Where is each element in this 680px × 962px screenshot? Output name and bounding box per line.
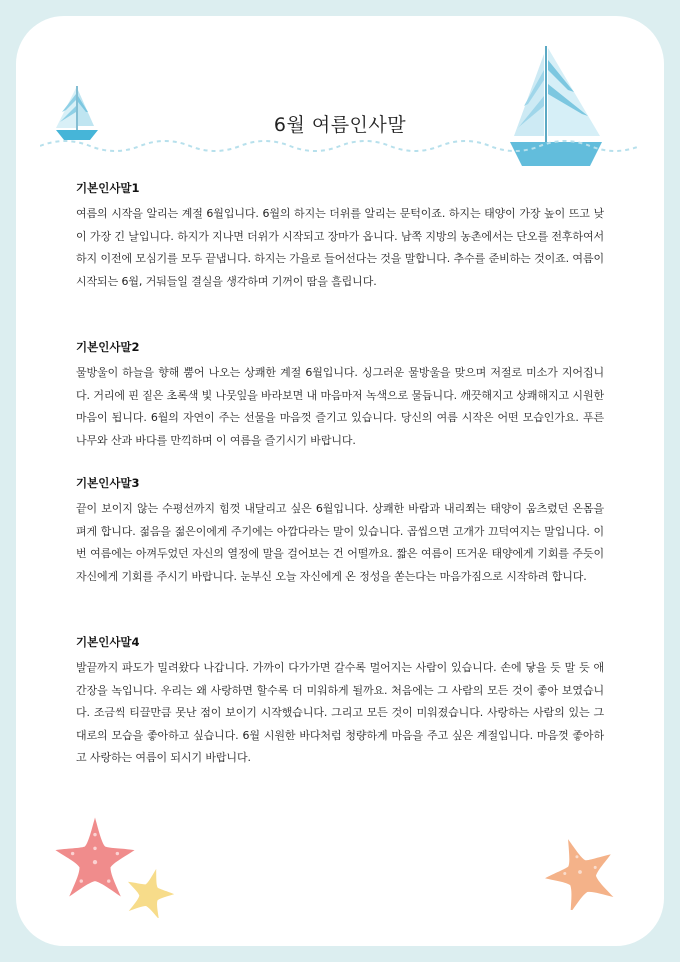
page-title: 6월 여름인사말: [273, 114, 407, 136]
section-heading: 기본인사말2: [76, 340, 140, 354]
section-body: 여름의 시작을 알리는 계절 6월입니다. 6월의 하지는 더위를 알리는 문턱이죠. 하지는 태양이 가장 높이 뜨고 낮이 가장 긴 날입니다. 하지가 지나면 더위가 시작되고 장마가 옵니다. 남쪽 지방의 농촌에서는 단오를 전후하여서 하지 이전에 모심기를 모두 끝냅니다. 하지는 가을로 들어선다는 것을 말합니다. 추수를 준비하는 것이죠. 여름이 시작되는 6월, 거둬들일 결실을 생각하며 기꺼이 땀을 흘립니다.: [76, 207, 605, 288]
section-heading: 기본인사말1: [76, 181, 140, 195]
section-body: 물방울이 하늘을 향해 뿜어 나오는 상쾌한 계절 6월입니다. 싱그러운 물방울을 맞으며 저절로 미소가 지어집니다. 거리에 핀 짙은 초록색 빛 나뭇잎을 바라보면 내 마음마저 녹색으로 물듭니다. 깨끗해지고 상쾌해지고 시원한 마음이 됩니다. 6월의 자연이 주는 선물을 마음껏 즐기고 있습니다. 당신의 여름 시작은 어떤 모습인가요. 푸른 나무와 산과 바다를 만끽하며 이 여름을 즐기시기 바랍니다.: [76, 366, 605, 447]
wave-line: [40, 134, 646, 158]
greeting-section-4: [76, 633, 604, 770]
section-body: 끝이 보이지 않는 수평선까지 힘껏 내달리고 싶은 6월입니다. 상쾌한 바람과 내리쬐는 태양이 움츠렸던 온몸을 펴게 합니다. 젊음을 젊은이에게 주기에는 아깝다라는 말이 있습니다. 곱씹으면 고개가 끄덕여지는 말입니다. 이번 여름에는 아껴두었던 자신의 열정에 말을 걸어보는 건 어떨까요. 짧은 여름이 뜨거운 태양에게 기회를 주듯이 자신에게 기회를 주시기 바랍니다. 눈부신 오늘 자신에게 온 정성을 쏟는다는 마음가짐으로 시작하려 합니다.: [76, 502, 604, 583]
starfish-yellow-icon: [124, 866, 176, 918]
section-body: 발끝까지 파도가 밀려왔다 나갑니다. 가까이 다가가면 갈수록 멀어지는 사람이 있습니다. 손에 닿을 듯 말 듯 애간장을 녹입니다. 우리는 왜 사랑하면 할수록 더 미워하게 될까요. 처음에는 그 사람의 모든 것이 좋아 보였습니다. 조금씩 티끌만큼 못난 점이 보이기 시작했습니다. 그리고 모든 것이 미워졌습니다. 사랑하는 사람의 있는 그대로의 모습을 좋아하고 싶습니다. 6월 시원한 바다처럼 청량하게 마음을 주고 싶은 계절입니다. 마음껏 좋아하고 사랑하는 여름이 되시기 바랍니다.: [76, 661, 604, 764]
section-heading: 기본인사말3: [76, 476, 140, 490]
greeting-section-1: [76, 179, 604, 293]
greeting-section-3: [76, 474, 604, 588]
greeting-section-2: [76, 338, 604, 452]
section-heading: 기본인사말4: [76, 635, 140, 649]
starfish-orange-icon: [542, 834, 618, 910]
